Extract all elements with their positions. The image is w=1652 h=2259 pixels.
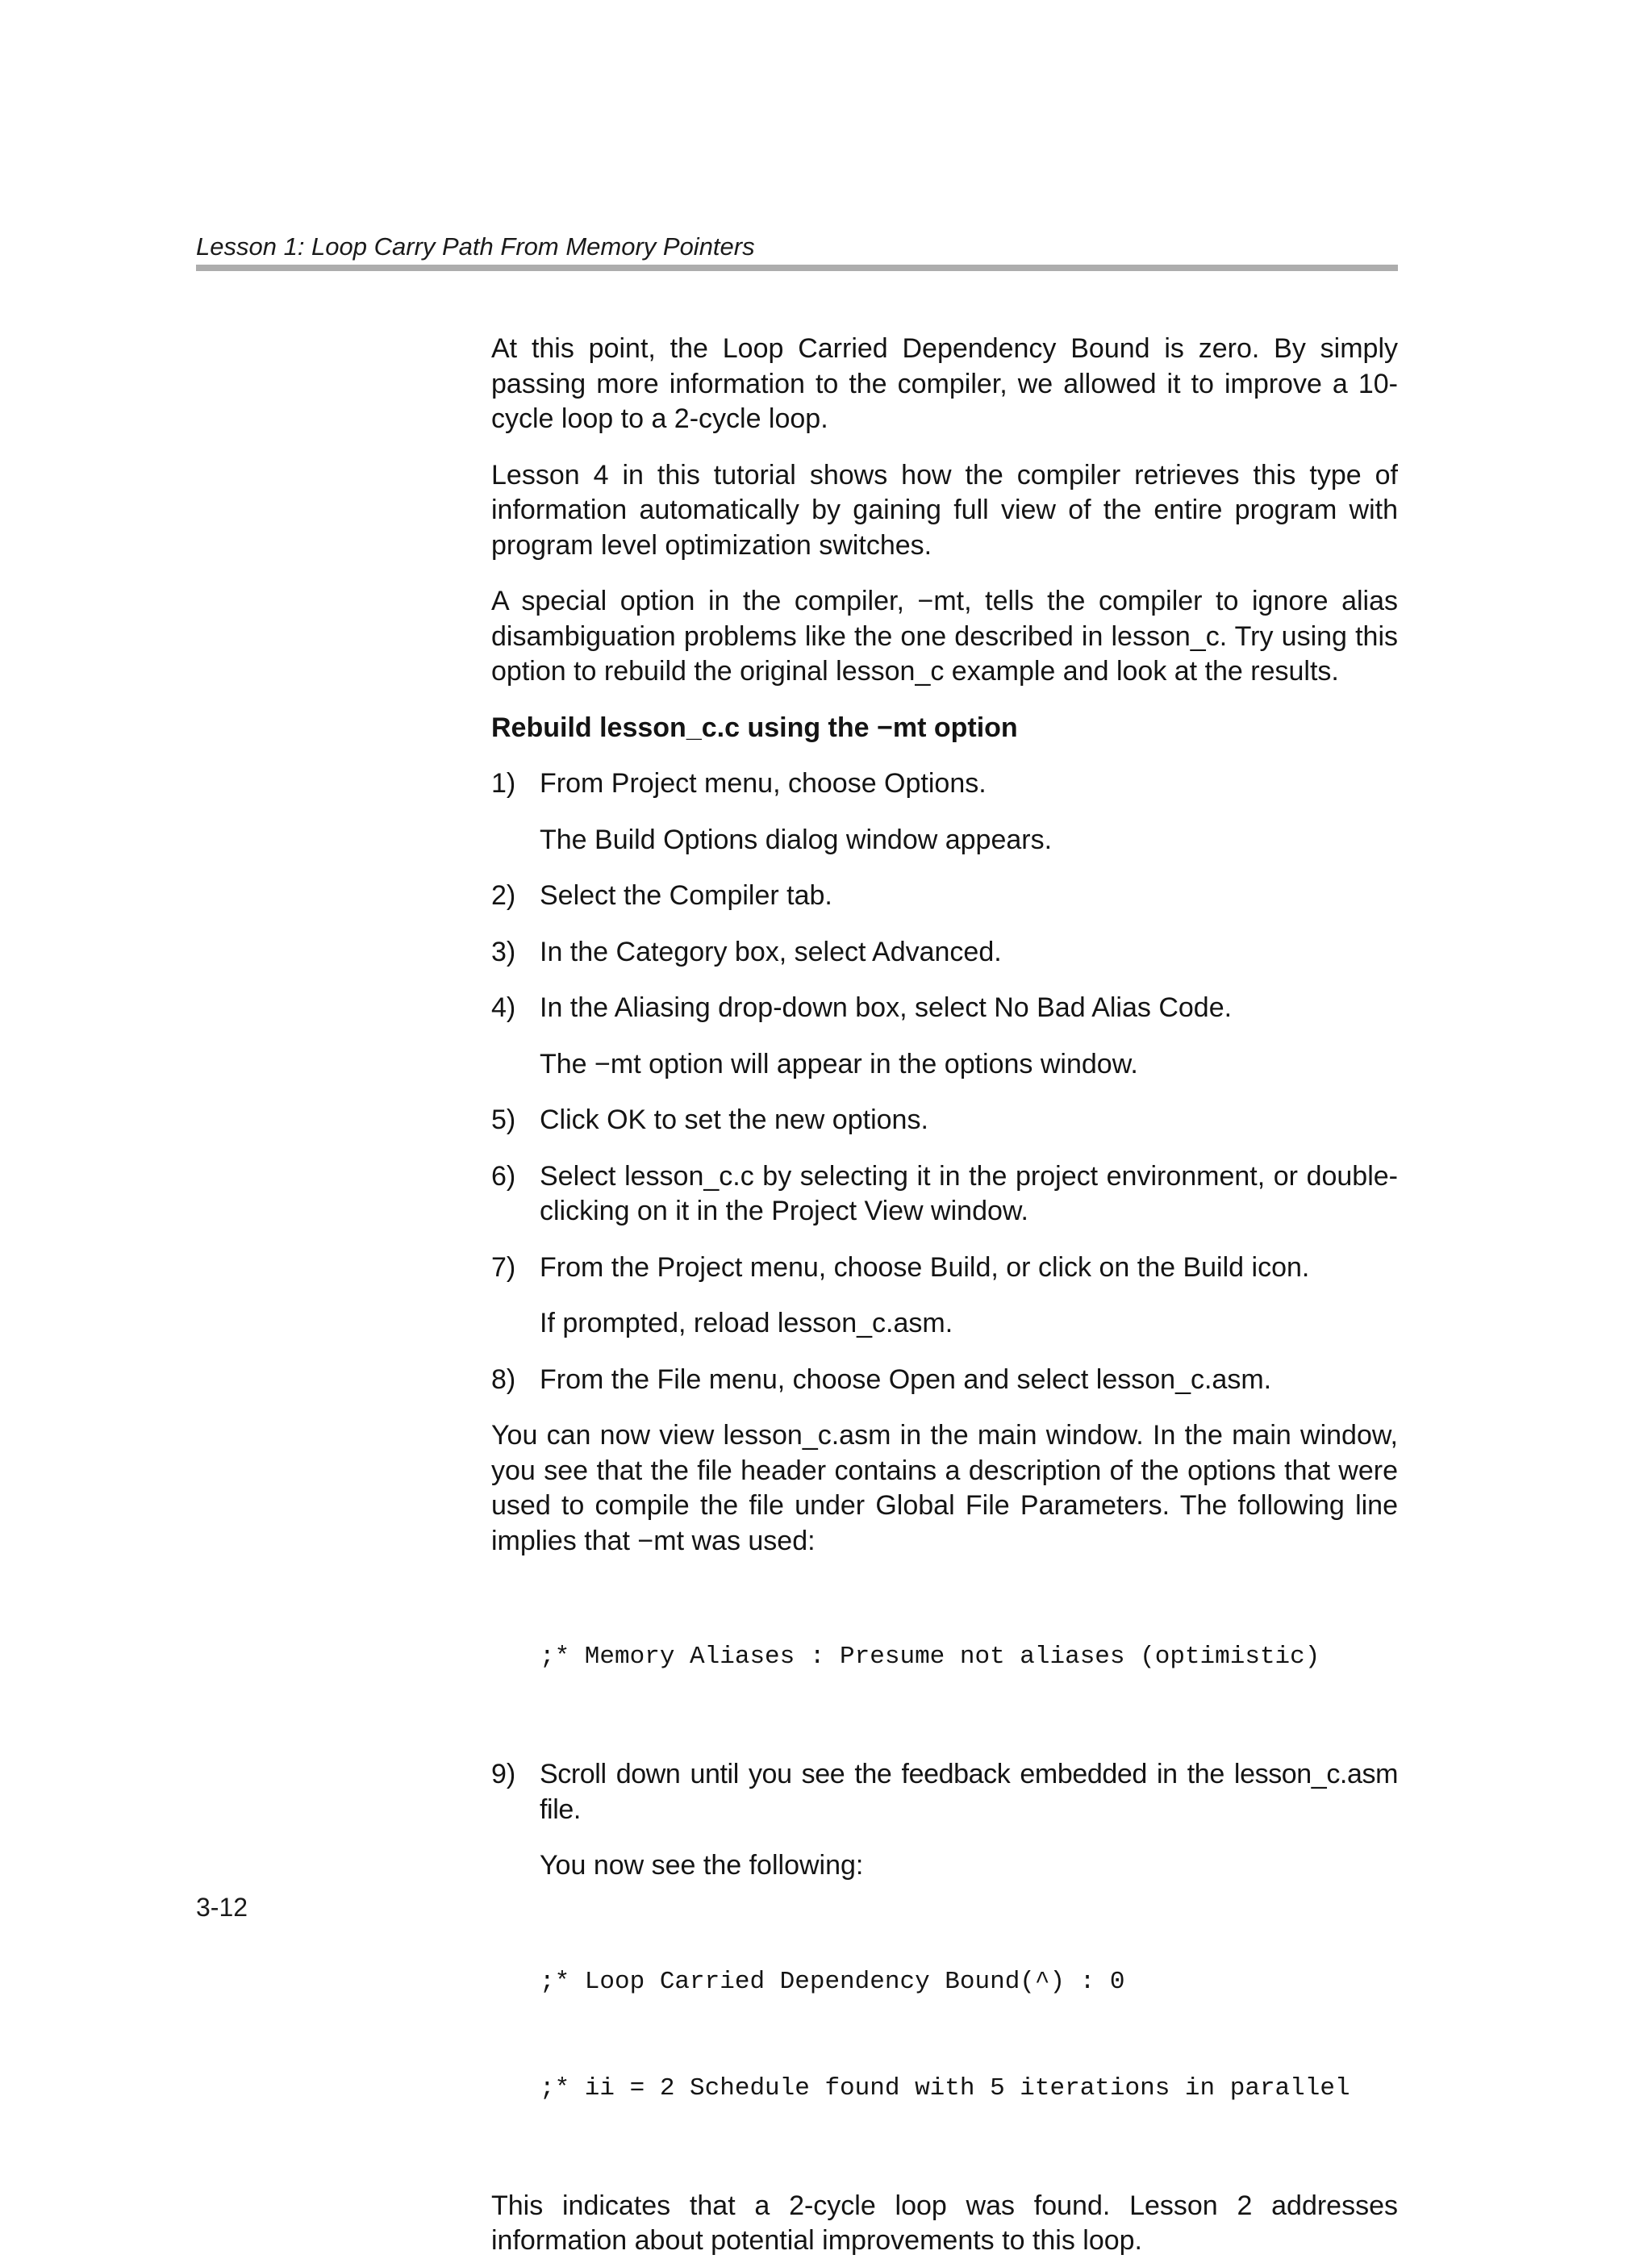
view-paragraph: You can now view lesson_c.asm in the main window. In the main window, you see that the file header contains a description of the options that were used to compile the file under Global File Parameters. The following line implies that −mt was used:	[491, 1420, 1398, 1556]
code-line: ;* Loop Carried Dependency Bound(^) : 0	[540, 1967, 1125, 1996]
step-4-note: The −mt option will appear in the options window.	[540, 1048, 1138, 1079]
step-5	[491, 1103, 1398, 1138]
step-number: 3)	[491, 936, 516, 967]
code-block-aliases	[540, 1568, 1398, 1746]
step-8	[491, 1363, 1398, 1398]
step-number: 9)	[491, 1759, 516, 1789]
closing-paragraph: This indicates that a 2-cycle loop was found. Lesson 2 addresses information about potential improvements to this loop.	[491, 2190, 1398, 2256]
code-line: ;* ii = 2 Schedule found with 5 iterations in parallel	[540, 2073, 1350, 2102]
step-text: From Project menu, choose Options.	[540, 768, 987, 799]
page-number: 3-12	[196, 1893, 248, 1922]
procedure-heading: Rebuild lesson_c.c using the −mt option	[491, 712, 1018, 743]
step-number: 1)	[491, 768, 516, 799]
step-number: 5)	[491, 1104, 516, 1135]
step-number: 7)	[491, 1251, 516, 1283]
step-text: Select the Compiler tab.	[540, 880, 832, 911]
step-number: 4)	[491, 992, 516, 1023]
intro-paragraph-3: A special option in the compiler, −mt, tells the compiler to ignore alias disambiguation problems like the one described in lesson_c. Try using this option to rebuild the original lesson_c example and look at the results.	[491, 586, 1398, 687]
step-text: Click OK to set the new options.	[540, 1104, 928, 1135]
step-number: 2)	[491, 880, 516, 911]
step-9	[491, 1757, 1398, 1827]
step-text: From the Project menu, choose Build, or click on the Build icon.	[540, 1251, 1310, 1283]
running-header: Lesson 1: Loop Carry Path From Memory Pointers	[196, 232, 755, 261]
intro-paragraph-1: At this point, the Loop Carried Dependency Bound is zero. By simply passing more information to the compiler, we allowed it to improve a 10-cycle loop to a 2-cycle loop.	[491, 333, 1398, 434]
step-number: 8)	[491, 1363, 516, 1395]
step-9-note: You now see the following:	[540, 1850, 864, 1881]
step-1	[491, 766, 1398, 802]
page-content	[491, 332, 1398, 2259]
step-6	[491, 1159, 1398, 1230]
step-text: From the File menu, choose Open and select lesson_c.asm.	[540, 1363, 1272, 1395]
step-text: In the Category box, select Advanced.	[540, 936, 1002, 967]
step-3	[491, 935, 1398, 971]
step-7-note: If prompted, reload lesson_c.asm.	[540, 1308, 953, 1338]
intro-paragraph-2: Lesson 4 in this tutorial shows how the compiler retrieves this type of information automatically by gaining full view of the entire program with program level optimization switches.	[491, 459, 1398, 561]
code-block-feedback	[540, 1894, 1398, 2178]
step-text: Select lesson_c.c by selecting it in the project environment, or double-clicking on it in the Project View window.	[540, 1160, 1398, 1226]
step-7	[491, 1251, 1398, 1286]
header-rule	[196, 265, 1398, 271]
step-number: 6)	[491, 1160, 516, 1192]
step-1-note: The Build Options dialog window appears.	[540, 824, 1053, 855]
step-2	[491, 879, 1398, 914]
step-text: Scroll down until you see the feedback embedded in the lesson_c.asm file.	[540, 1759, 1398, 1825]
step-text: In the Aliasing drop-down box, select No Bad Alias Code.	[540, 992, 1233, 1023]
step-4	[491, 991, 1398, 1026]
code-line: ;* Memory Aliases : Presume not aliases (optimistic)	[540, 1643, 1320, 1671]
